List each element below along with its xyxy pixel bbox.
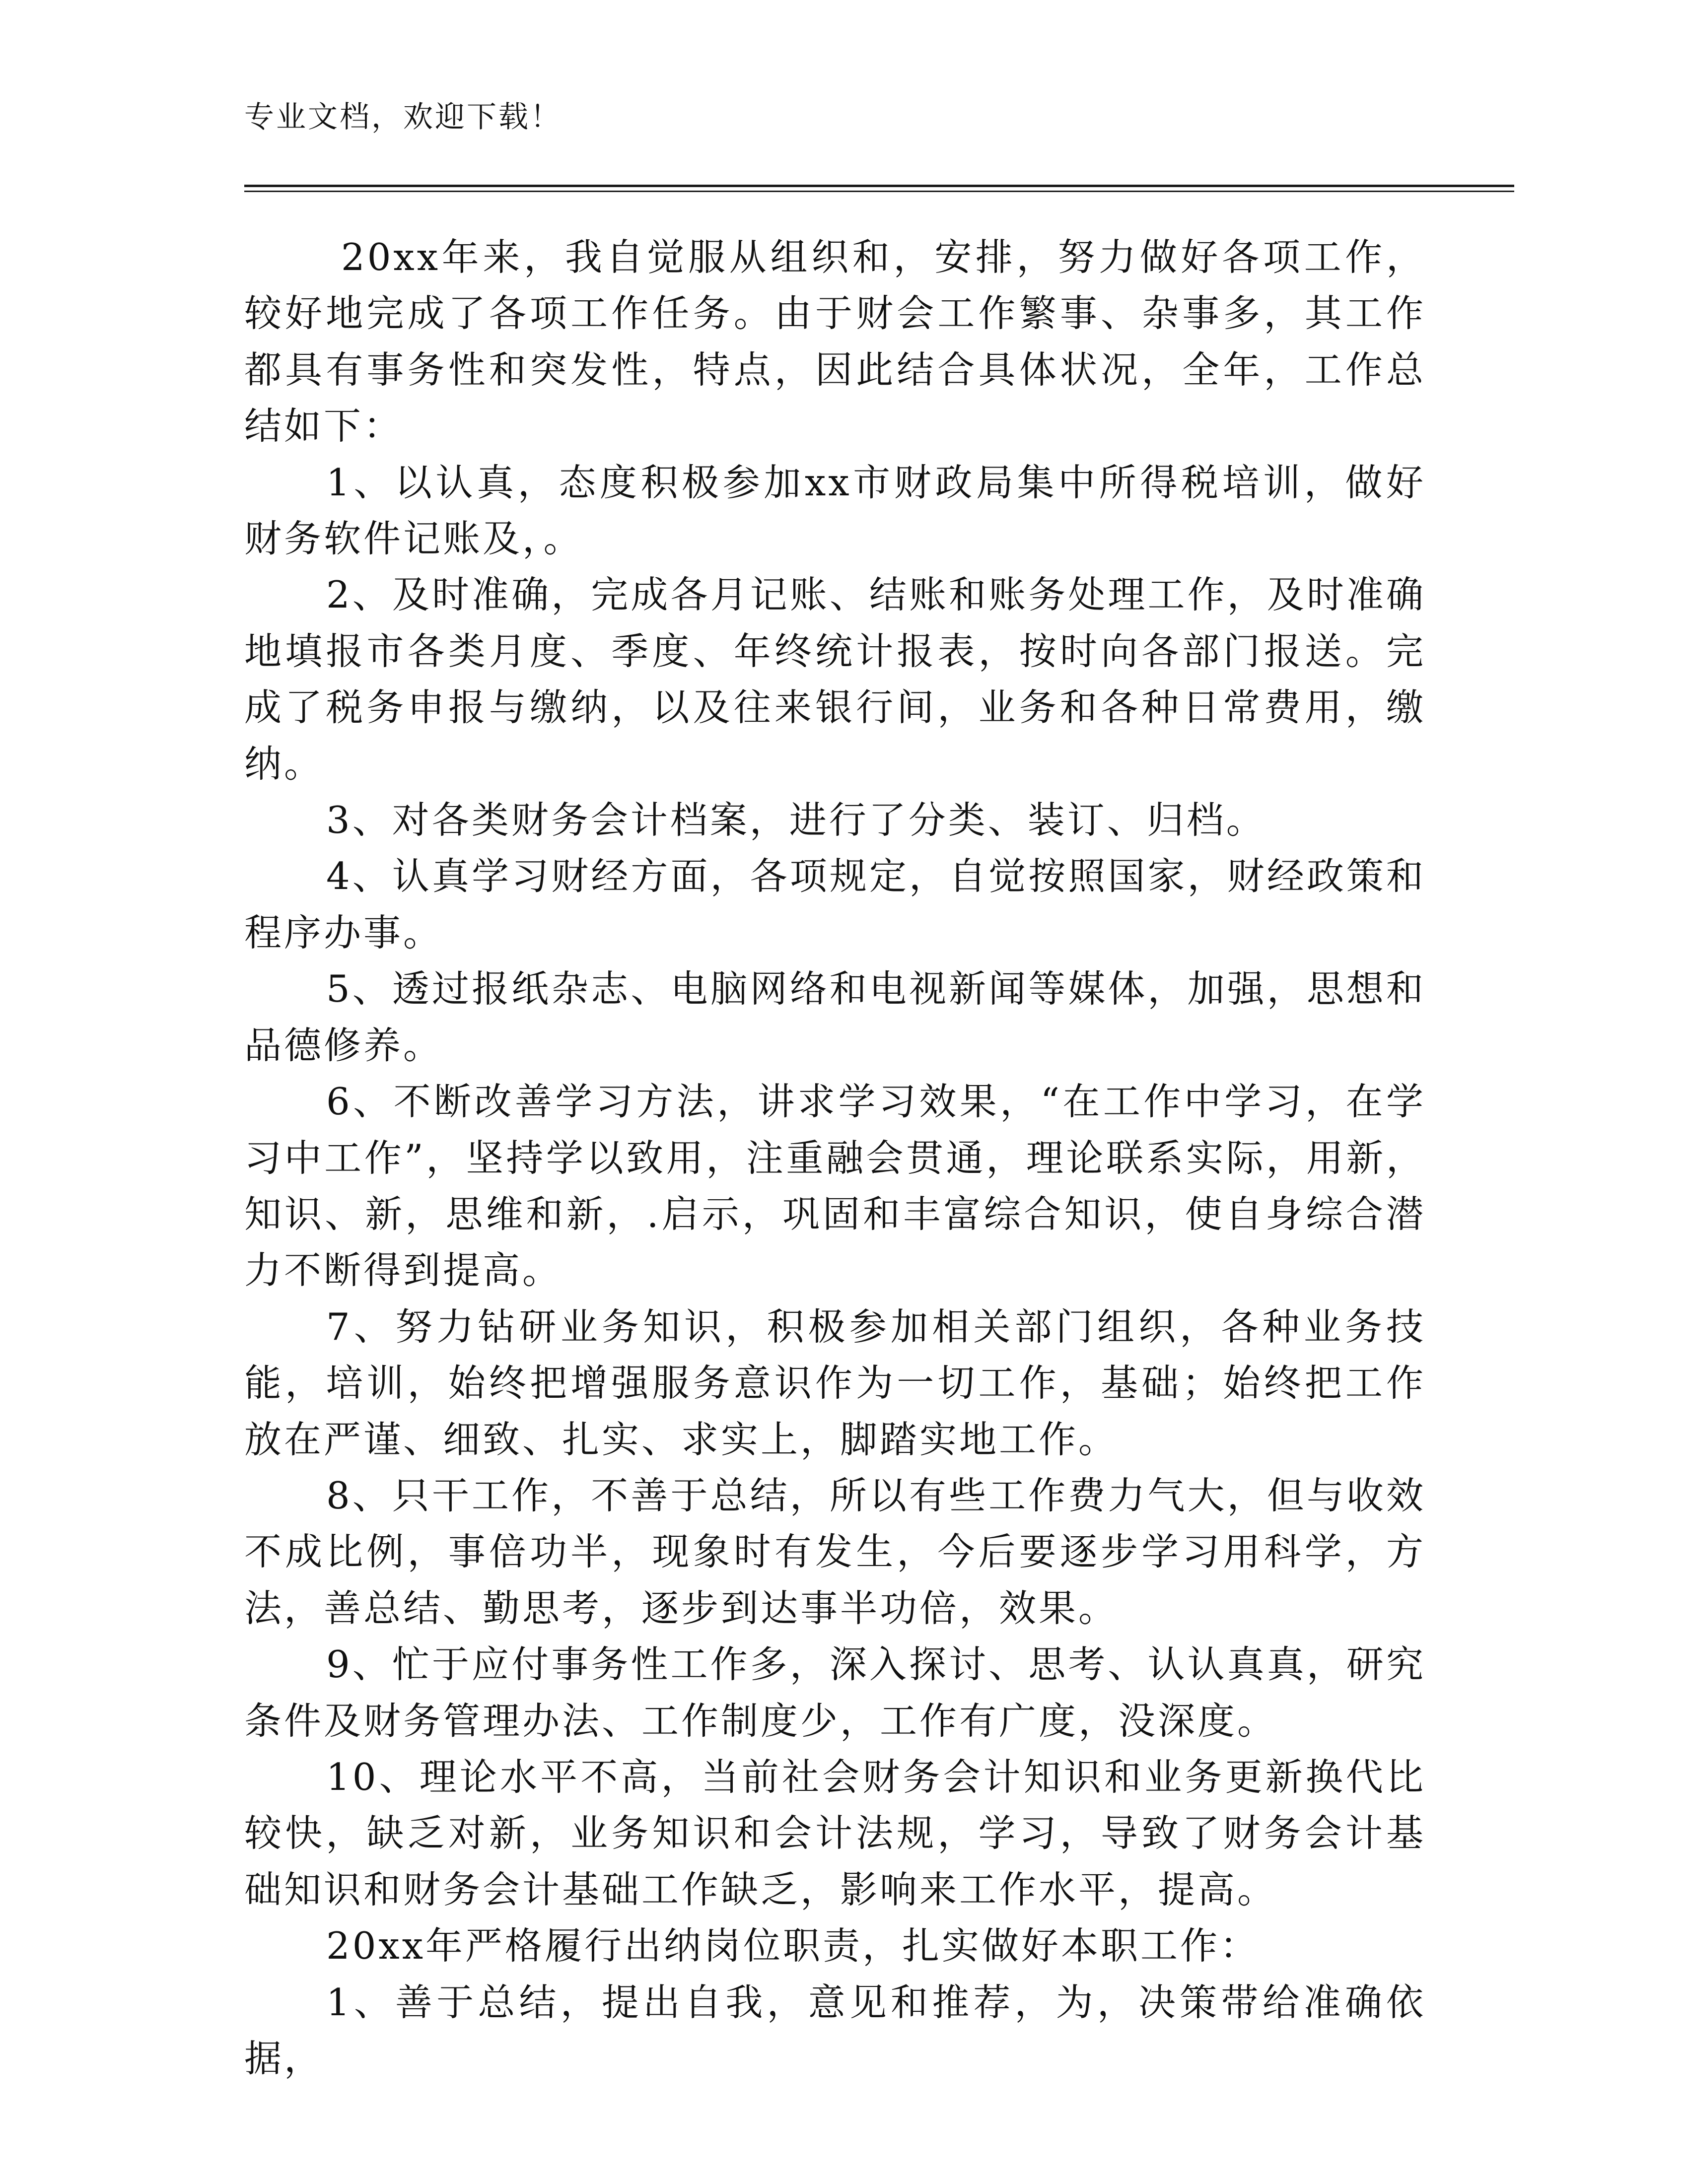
paragraph-item-1: 1、以认真，态度积极参加xx市财政局集中所得税培训，做好财务软件记账及，。 <box>244 460 1426 561</box>
header-double-rule <box>244 185 1514 194</box>
intro-paragraph: 20xx年来，我自觉服从组织和，安排，努力做好各项工作，较好地完成了各项工作任务。由于财会工作繁事、杂事多，其工作都具有事务性和突发性，特点，因此结合具体状况，全年，工作总结如下： <box>244 235 1426 448</box>
rule-line-bottom <box>244 191 1514 192</box>
document-body <box>244 229 1426 2087</box>
paragraph-item-10: 10、理论水平不高，当前社会财务会计知识和业务更新换代比较快，缺乏对新，业务知识和会计法规，学习，导致了财务会计基础知识和财务会计基础工作缺乏，影响来工作水平，提高。 <box>244 1755 1426 1911</box>
paragraph-item-4: 4、认真学习财经方面，各项规定，自觉按照国家，财经政策和程序办事。 <box>244 854 1426 955</box>
paragraph-item-9: 9、忙于应付事务性工作多，深入探讨、思考、认认真真，研究条件及财务管理办法、工作制度少，工作有广度，没深度。 <box>244 1642 1426 1743</box>
paragraph-item-5: 5、透过报纸杂志、电脑网络和电视新闻等媒体，加强，思想和品德修养。 <box>244 967 1426 1067</box>
paragraph-item-7: 7、努力钻研业务知识，积极参加相关部门组织，各种业务技能，培训，始终把增强服务意识作为一切工作，基础；始终把工作放在严谨、细致、扎实、求实上，脚踏实地工作。 <box>244 1304 1426 1461</box>
paragraph-item-3: 3、对各类财务会计档案，进行了分类、装订、归档。 <box>326 798 1266 842</box>
section-heading-paragraph: 20xx年严格履行出纳岗位职责，扎实做好本职工作： <box>326 1924 1260 1968</box>
rule-line-top <box>244 185 1514 187</box>
paragraph-item-8: 8、只干工作，不善于总结，所以有些工作费力气大，但与收效不成比例，事倍功半，现象时有发生，今后要逐步学习用科学，方法，善总结、勤思考，逐步到达事半功倍，效果。 <box>244 1473 1426 1630</box>
paragraph-item-6: 6、不断改善学习方法，讲求学习效果，“在工作中学习，在学习中工作”，坚持学以致用，注重融会贯通，理论联系实际，用新，知识、新，思维和新，.启示，巩固和丰富综合知识，使自身综合潜力不断得到提高。 <box>244 1080 1426 1293</box>
paragraph-item-1-second-section: 1、善于总结，提出自我，意见和推荐，为，决策带给准确依据， <box>244 1980 1426 2080</box>
page-header-note: 专业文档，欢迎下载！ <box>244 100 562 135</box>
paragraph-item-2: 2、及时准确，完成各月记账、结账和账务处理工作，及时准确地填报市各类月度、季度、年终统计报表，按时向各部门报送。完成了税务申报与缴纳，以及往来银行间，业务和各种日常费用，缴纳。 <box>244 573 1426 786</box>
